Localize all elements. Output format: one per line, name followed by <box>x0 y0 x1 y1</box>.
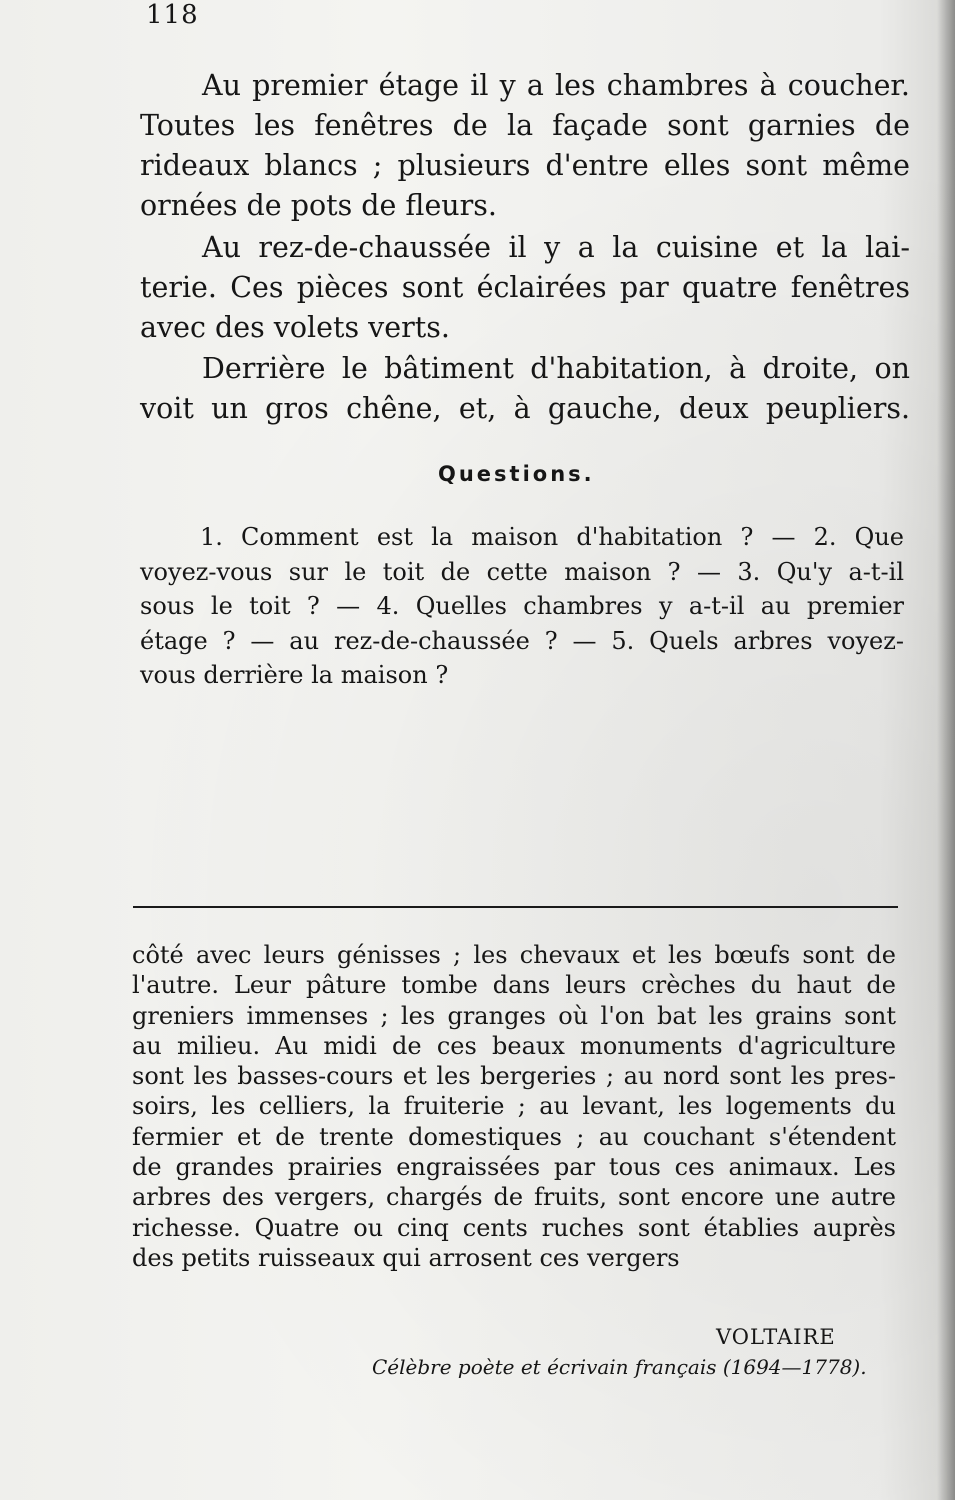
excerpt-line: greniers immenses ; les granges où l'on bat les grains sont <box>132 1001 896 1030</box>
text-line: Au rez-de-chaussée il y a la cuisine et la lai- <box>202 231 910 264</box>
author-name: VOLTAIRE <box>716 1325 836 1349</box>
questions-list <box>140 520 904 693</box>
excerpt-line: côté avec leurs génisses ; les chevaux et les bœufs sont de <box>132 941 896 969</box>
excerpt-line: fermier et de trente domestiques ; au couchant s'étendent <box>132 1122 896 1151</box>
excerpt-line: richesse. Quatre ou cinq cents ruches sont établies auprès <box>132 1213 896 1242</box>
question-line: étage ? — au rez-de-chaussée ? — 5. Quels arbres voyez- <box>140 626 904 655</box>
question-line: voyez-vous sur le toit de cette maison ? — 3. Qu'y a-t-il <box>140 557 904 586</box>
voltaire-excerpt <box>132 940 896 1273</box>
paragraph-ground-floor <box>140 228 910 348</box>
excerpt-line: l'autre. Leur pâture tombe dans leurs crèches du haut de <box>132 971 896 1000</box>
excerpt-line: au milieu. Au midi de ces beaux monuments d'agriculture <box>132 1031 896 1060</box>
questions-heading: Questions. <box>438 462 595 486</box>
text-line: voit un gros chêne, et, à gauche, deux peupliers. <box>140 392 910 425</box>
text-line: terie. Ces pièces sont éclairées par quatre fenêtres <box>140 271 910 304</box>
excerpt-line: arbres des vergers, chargés de fruits, sont encore une autre <box>132 1183 896 1212</box>
paragraph-trees <box>140 349 910 429</box>
text-line: rideaux blancs ; plusieurs d'entre elles sont même <box>140 149 910 182</box>
excerpt-line: soirs, les celliers, la fruiterie ; au levant, les logements du <box>132 1092 896 1121</box>
text-line: avec des volets verts. <box>140 311 450 344</box>
excerpt-line: de grandes prairies engraissées par tous ces animaux. Les <box>132 1153 896 1182</box>
paragraph-first-floor <box>140 66 910 226</box>
text-line: ornées de pots de fleurs. <box>140 189 497 222</box>
author-description: Célèbre poète et écrivain français (1694—1778). <box>372 1355 867 1379</box>
text-line: Derrière le bâtiment d'habitation, à droite, on <box>202 352 910 385</box>
excerpt-line: sont les basses-cours et les bergeries ; au nord sont les pres- <box>132 1062 896 1091</box>
text-line: Toutes les fenêtres de la façade sont garnies de <box>140 109 910 142</box>
question-line: 1. Comment est la maison d'habitation ? — 2. Que <box>200 523 904 551</box>
text-line: Au premier étage il y a les chambres à coucher. <box>202 69 910 102</box>
page-edge-shadow <box>937 0 955 1500</box>
page-number: 118 <box>146 0 199 30</box>
excerpt-line: des petits ruisseaux qui arrosent ces vergers <box>132 1243 680 1272</box>
question-line: vous derrière la maison ? <box>140 661 449 689</box>
question-line: sous le toit ? — 4. Quelles chambres y a-t-il au premier <box>140 592 904 620</box>
section-divider <box>133 906 898 908</box>
